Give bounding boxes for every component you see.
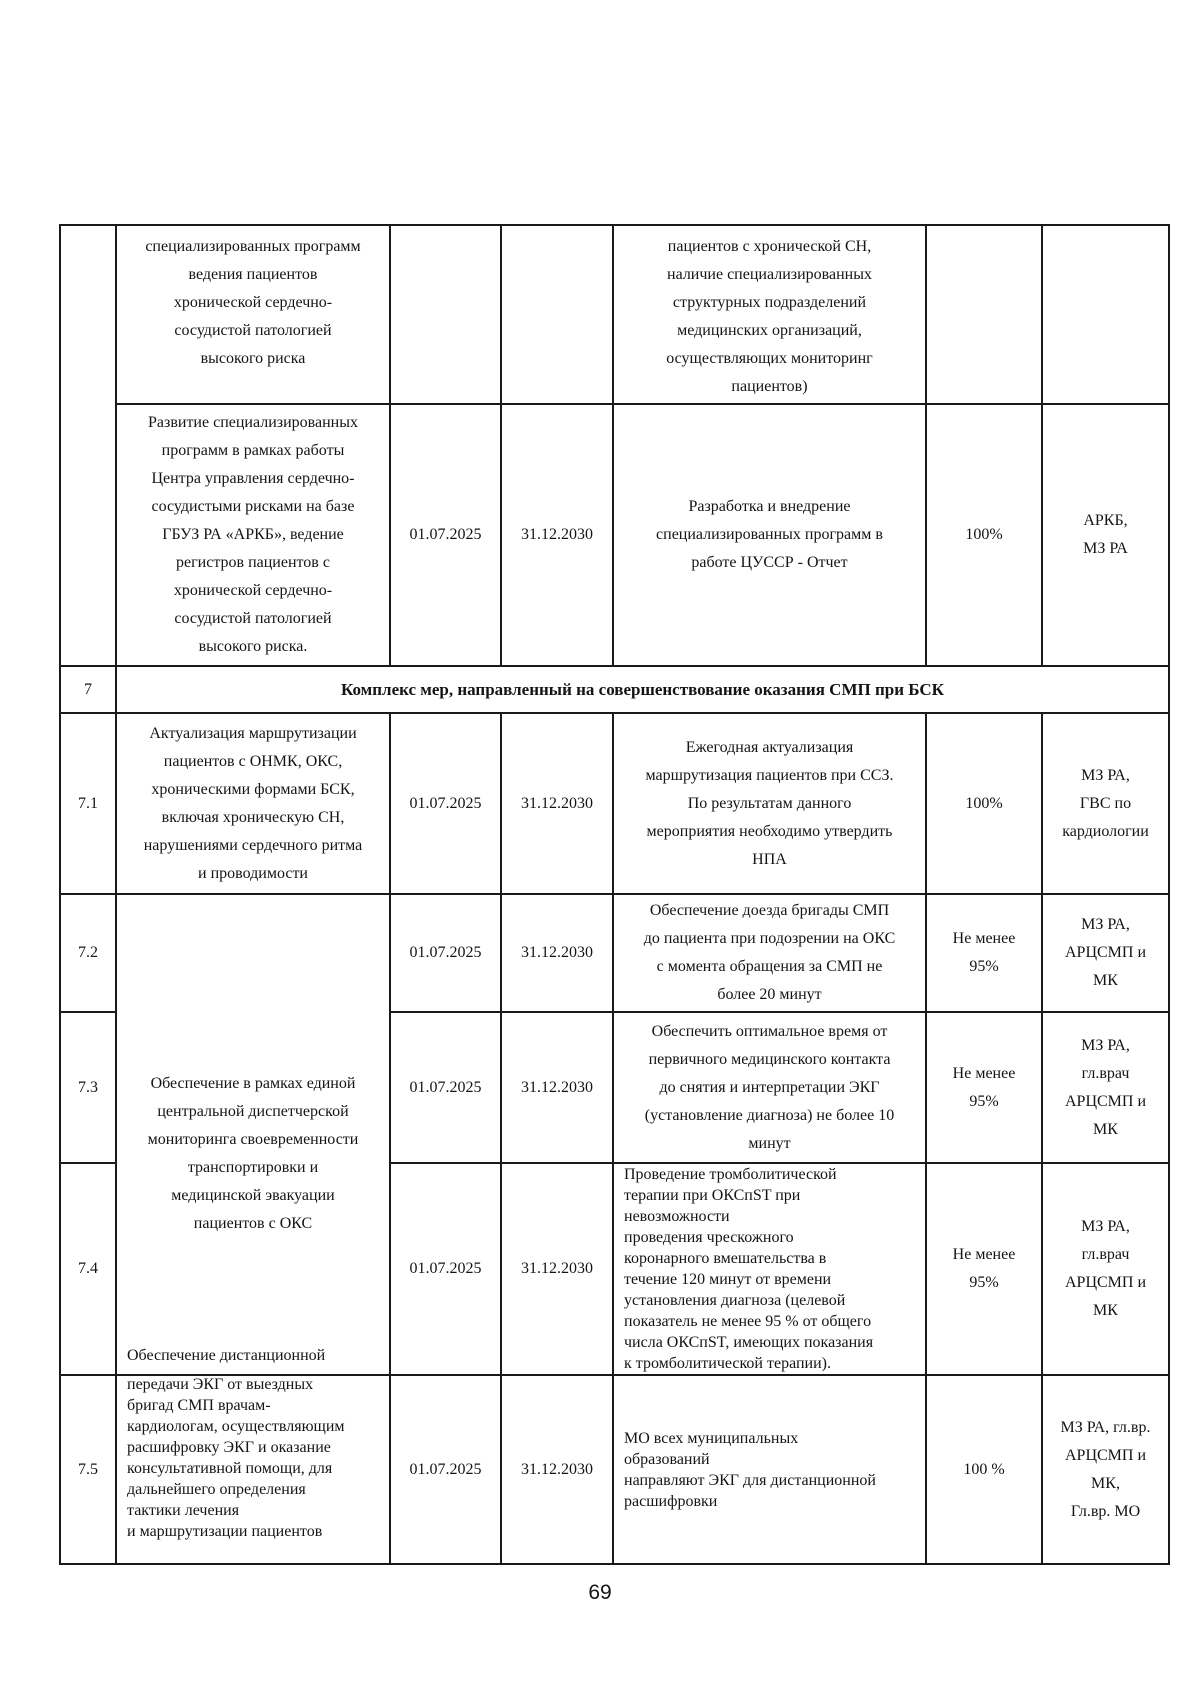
target-value-cell: Не менее 95% <box>952 1246 1016 1291</box>
page-number: 69 <box>588 1581 612 1604</box>
responsible-cell: МЗ РА, ГВС по кардиологии <box>1062 766 1149 840</box>
end-date-cell: 31.12.2030 <box>521 526 593 543</box>
activity-cell: Актуализация маршрутизации пациентов с ОНМК, ОКС, хроническими формами БСК, включая хроническую СН, нарушениями сердечного ритма и проводимости <box>143 724 363 882</box>
activity-cell: Развитие специализированных программ в рамках работы Центра управления сердечно- сосудистыми рисками на базе ГБУЗ РА «АРКБ», ведение регистров пациентов с хронической сердечно- сосудистой патологией высокого риска. <box>148 414 358 655</box>
end-date-cell: 31.12.2030 <box>521 944 593 961</box>
target-value-cell: 100% <box>965 794 1003 812</box>
result-cell: Ежегодная актуализация маршрутизация пациентов при ССЗ. По результатам данного мероприятия необходимо утвердить НПА <box>645 738 894 868</box>
target-value-cell: 100% <box>965 526 1003 543</box>
table-border-top <box>59 224 1170 226</box>
section-number: 7 <box>84 680 92 698</box>
section-title: Комплекс мер, направленный на совершенствование оказания СМП при БСК <box>341 679 944 699</box>
result-cell: пациентов с хронической СН, наличие специализированных структурных подразделений медицинских организаций, осуществляющих мониторинг пациентов) <box>666 238 873 395</box>
activity-cell-heading: Обеспечение дистанционной <box>127 1346 326 1364</box>
responsible-cell: МЗ РА, гл.врач АРЦСМП и МК <box>1064 1218 1147 1319</box>
start-date-cell: 01.07.2025 <box>409 1460 482 1478</box>
activity-cell: передачи ЭКГ от выездных бригад СМП врачам- кардиологам, осуществляющим расшифровку ЭКГ и оказание консультативной помощи, для дальнейшего определения тактики лечения и маршрутизации пациентов <box>127 1376 345 1540</box>
target-value-cell: Не менее 95% <box>952 930 1016 975</box>
start-date-cell: 01.07.2025 <box>409 1078 482 1096</box>
row-number: 7.4 <box>78 1260 98 1277</box>
responsible-cell: МЗ РА, гл.врач АРЦСМП и МК <box>1064 1036 1147 1138</box>
table-border-bottom <box>59 1563 1170 1565</box>
result-cell: Обеспечение доезда бригады СМП до пациента при подозрении на ОКС с момента обращения за СМП не более 20 минут <box>643 902 896 1003</box>
merged-activity-cell: Обеспечение в рамках единой центральной диспетчерской мониторинга своевременности транспортировки и медицинской эвакуации пациентов с ОКС <box>147 1075 359 1232</box>
target-value-cell: 100 % <box>963 1460 1005 1478</box>
end-date-cell: 31.12.2030 <box>521 1078 593 1096</box>
start-date-cell: 01.07.2025 <box>409 1260 482 1277</box>
row-number: 7.5 <box>78 1460 98 1478</box>
start-date-cell: 01.07.2025 <box>409 794 482 812</box>
row-number: 7.1 <box>78 794 98 812</box>
result-cell: Проведение тромболитической терапии при ОКСпST при невозможности проведения чрескожного коронарного вмешательства в течение 120 минут от времени установления диагноза (целевой показатель не менее 95 % от общего числа ОКСпST, имеющих показания к тромболитической терапии). <box>624 1166 874 1372</box>
activity-cell: специализированных программ ведения пациентов хронической сердечно- сосудистой патологией высокого риска <box>145 238 361 367</box>
end-date-cell: 31.12.2030 <box>521 1260 593 1277</box>
responsible-cell: МЗ РА, гл.вр. АРЦСМП и МК, Гл.вр. МО <box>1060 1418 1151 1520</box>
result-cell: Разработка и внедрение специализированных программ в работе ЦУССР - Отчет <box>656 498 883 571</box>
target-value-cell: Не менее 95% <box>952 1064 1016 1110</box>
responsible-cell: МЗ РА, АРЦСМП и МК <box>1064 916 1147 989</box>
activity-table <box>59 224 1170 1565</box>
row-number: 7.2 <box>78 944 98 961</box>
end-date-cell: 31.12.2030 <box>521 794 593 812</box>
responsible-cell: АРКБ, МЗ РА <box>1083 512 1128 557</box>
result-cell: МО всех муниципальных образований направляют ЭКГ для дистанционной расшифровки <box>624 1429 876 1510</box>
start-date-cell: 01.07.2025 <box>409 526 482 543</box>
row-number: 7.3 <box>78 1078 98 1096</box>
result-cell: Обеспечить оптимальное время от первичного медицинского контакта до снятия и интерпретации ЭКГ (установление диагноза) не более 10 минут <box>644 1022 895 1152</box>
start-date-cell: 01.07.2025 <box>409 944 482 961</box>
end-date-cell: 31.12.2030 <box>521 1460 593 1478</box>
